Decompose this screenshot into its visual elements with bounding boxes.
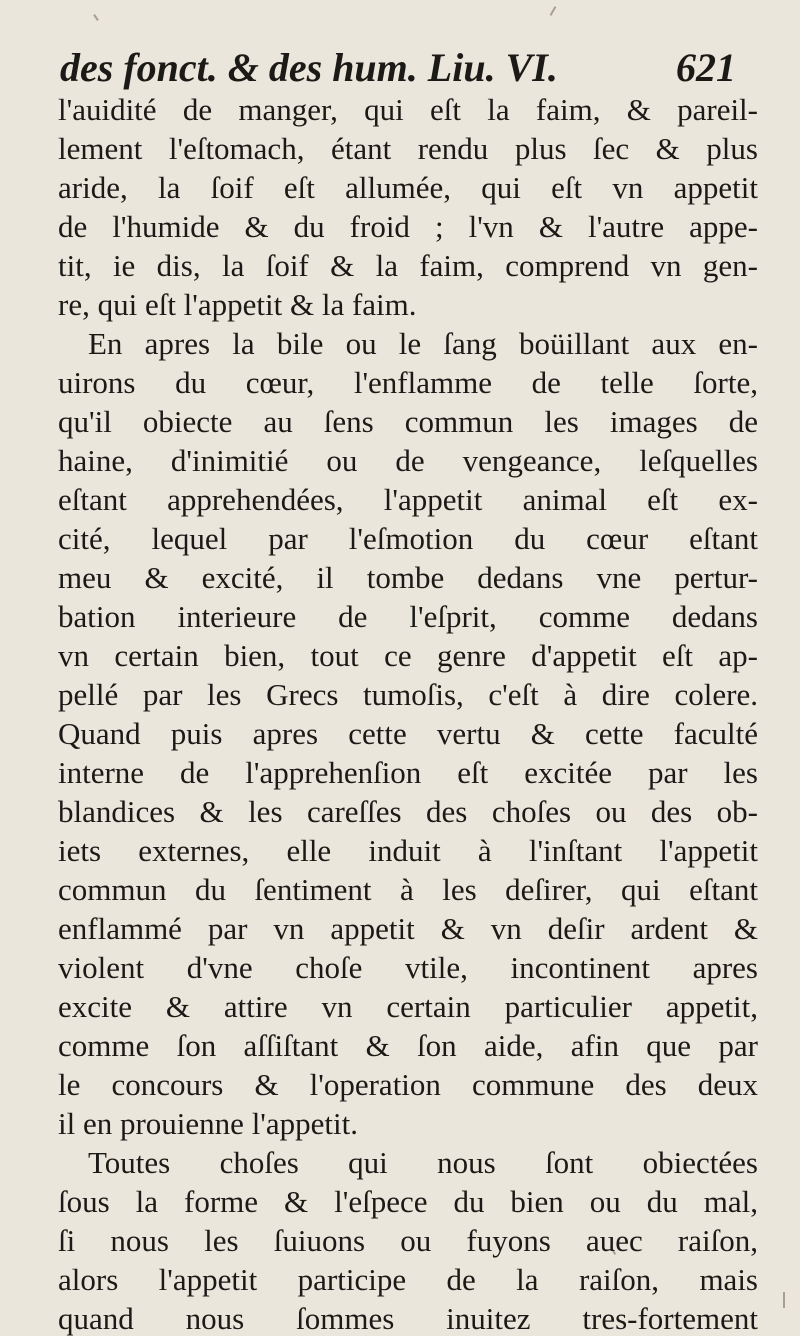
page-number: 621: [676, 45, 736, 90]
text-line: de l'humide & du froid ; l'vn & l'autre appe-: [58, 209, 758, 244]
body-text: [58, 90, 758, 1336]
text-line: tit, ie dis, la ſoif & la faim, comprend vn gen-: [58, 248, 758, 283]
text-line: alors l'appetit participe de la raiſon, mais: [58, 1262, 758, 1297]
text-line: pellé par les Grecs tumoſis, c'eſt à dire colere.: [58, 677, 758, 712]
text-line: l'auidité de manger, qui eſt la faim, & pareil-: [58, 92, 758, 127]
text-line: interne de l'apprehenſion eſt excitée par les: [58, 755, 758, 790]
text-line: iets externes, elle induit à l'inſtant l'appetit: [58, 833, 758, 868]
running-header: [60, 42, 760, 94]
text-line: meu & excité, il tombe dedans vne pertur-: [58, 560, 758, 595]
text-line: qu'il obiecte au ſens commun les images de: [58, 404, 758, 439]
text-line: lement l'eſtomach, étant rendu plus ſec & plus: [58, 131, 758, 166]
text-line: cité, lequel par l'eſmotion du cœur eſtant: [58, 521, 758, 556]
text-line: il en prouienne l'appetit.: [58, 1106, 358, 1141]
text-line: uirons du cœur, l'enflamme de telle ſorte,: [58, 365, 758, 400]
text-line: le concours & l'operation commune des deux: [58, 1067, 758, 1102]
text-line: aride, la ſoif eſt allumée, qui eſt vn appetit: [58, 170, 758, 205]
text-line: excite & attire vn certain particulier appetit,: [58, 989, 758, 1024]
ink-speck: [550, 6, 557, 16]
text-line: quand nous ſommes inuitez tres-fortement: [58, 1301, 758, 1336]
text-line: eſtant apprehendées, l'appetit animal eſt ex-: [58, 482, 758, 517]
text-line: blandices & les careſſes des choſes ou des ob-: [58, 794, 758, 829]
ink-speck: [783, 1292, 785, 1308]
text-line: re, qui eſt l'appetit & la faim.: [58, 287, 417, 322]
text-line: ſi nous les ſuiuons ou fuyons auec raiſon,: [58, 1223, 758, 1258]
running-title: des fonct. & des hum. Liu. VI.: [60, 45, 558, 90]
text-line: haine, d'inimitié ou de vengeance, leſquelles: [58, 443, 758, 478]
text-line: ſous la forme & l'eſpece du bien ou du mal,: [58, 1184, 758, 1219]
text-line: En apres la bile ou le ſang boüillant aux en-: [88, 326, 758, 361]
ink-speck: [93, 14, 99, 21]
text-line: enflammé par vn appetit & vn deſir ardent &: [58, 911, 758, 946]
text-line: violent d'vne choſe vtile, incontinent apres: [58, 950, 758, 985]
text-line: Quand puis apres cette vertu & cette faculté: [58, 716, 758, 751]
text-line: bation interieure de l'eſprit, comme dedans: [58, 599, 758, 634]
text-line: commun du ſentiment à les deſirer, qui eſtant: [58, 872, 758, 907]
text-line: comme ſon aſſiſtant & ſon aide, afin que par: [58, 1028, 758, 1063]
text-line: vn certain bien, tout ce genre d'appetit eſt ap-: [58, 638, 758, 673]
text-line: Toutes choſes qui nous ſont obiectées: [88, 1145, 758, 1180]
